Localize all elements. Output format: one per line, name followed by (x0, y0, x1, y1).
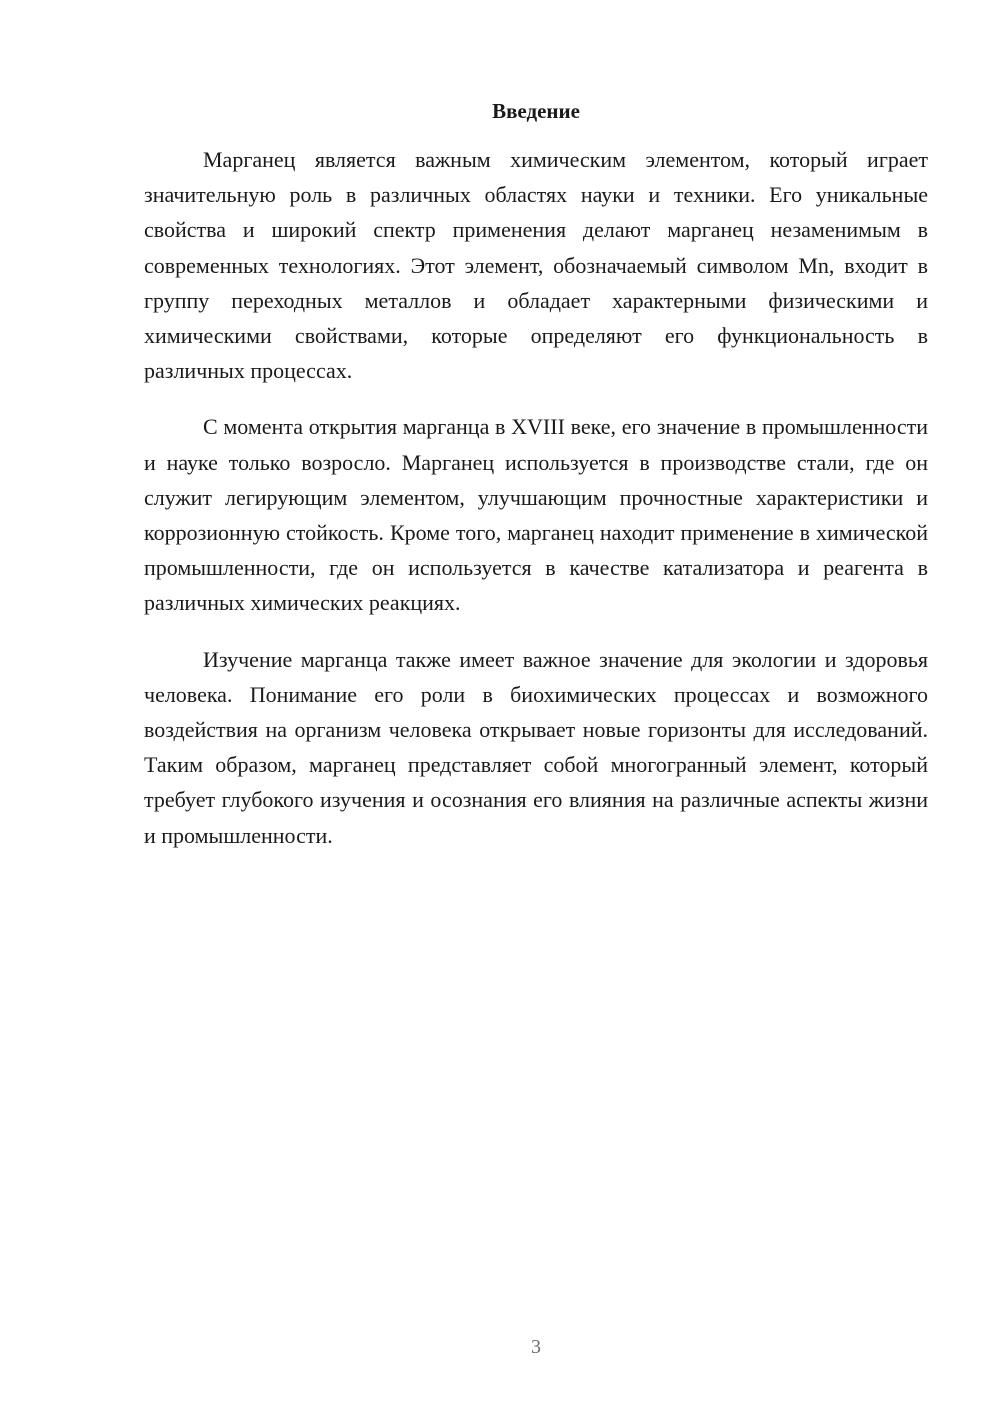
paragraph-2: С момента открытия марганца в XVIII веке, его значение в промышленности и науке только возросло. Марганец используется в производстве стали, где он служит легирующим элементом, улучшающим прочностные характеристики и коррозионную стойкость. Кроме того, марганец находит применение в химической промышленности, где он используется в качестве катализатора и реагента в различных химических реакциях. (144, 414, 928, 616)
page-number: 3 (531, 1336, 541, 1358)
paragraph-3: Изучение марганца также имеет важное значение для экологии и здоровья человека. Понимание его роли в биохимических процессах и возможного воздействия на организм человека открывает новые горизонты для исследований. Таким образом, марганец представляет собой многогранный элемент, который требует глубокого изучения и осознания его влияния на различные аспекты жизни и промышленности. (144, 646, 928, 848)
body-text (144, 142, 928, 874)
paragraph-1: Марганец является важным химическим элементом, который играет значительную роль в различных областях науки и техники. Его уникальные свойства и широкий спектр применения делают марганец незаменимым в современных технологиях. Этот элемент, обозначаемый символом Mn, входит в группу переходных металлов и обладает характерными физическими и химическими свойствами, которые определяют его функциональность в различных процессах. (144, 147, 928, 384)
section-heading: Введение (492, 99, 580, 123)
